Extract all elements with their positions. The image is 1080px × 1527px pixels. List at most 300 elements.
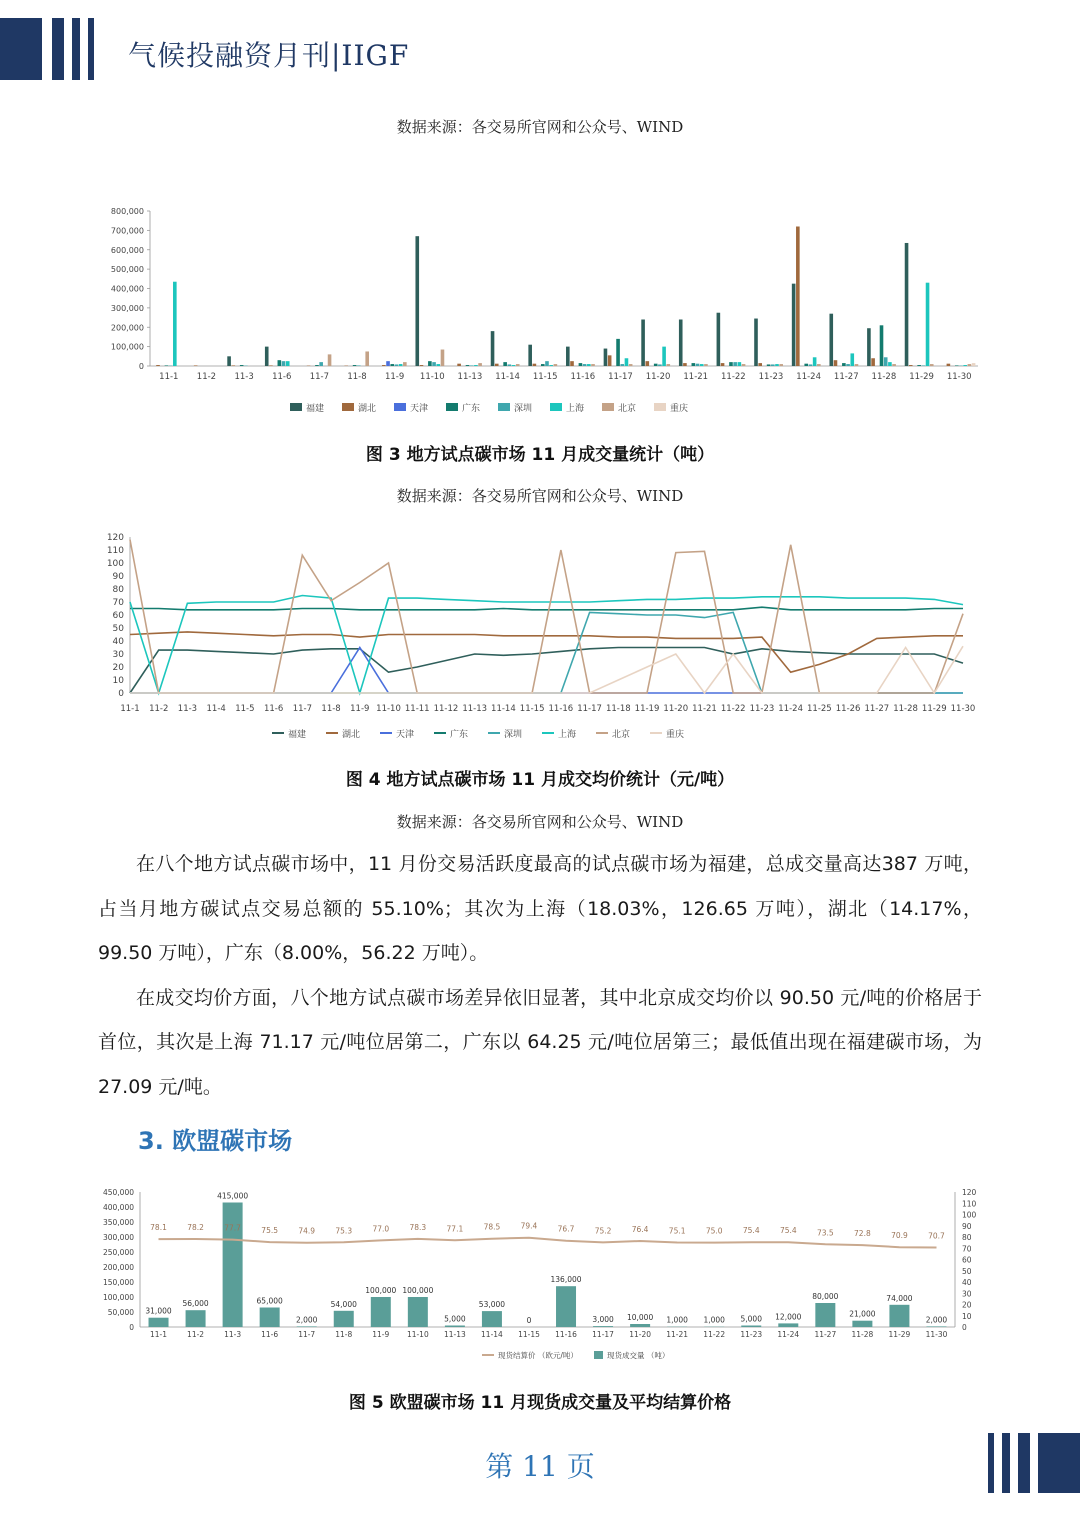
x-tick-label: 11-10 [376,704,401,714]
figure5-chart [0,1180,1080,1370]
y-right-tick-label: 100 [962,1210,977,1220]
y-tick-label: 120 [106,533,124,543]
volume-label: 10,000 [626,1313,654,1322]
header-decoration-bars [0,18,100,80]
bar-湖北 [871,358,875,366]
bar-深圳 [922,365,926,366]
bar-湖北 [194,365,198,366]
x-tick-label: 11-22 [720,704,746,714]
y-tick-label: 80 [112,585,124,595]
volume-label: 136,000 [550,1275,582,1285]
bar-北京 [629,364,633,366]
x-tick-label: 11-26 [835,704,861,714]
legend-label: 深圳 [514,404,533,414]
x-tick-label: 11-24 [778,704,804,714]
bar-福建 [415,236,419,366]
bar-深圳 [696,364,700,366]
bar-上海 [813,357,817,366]
legend-label: 广东 [450,730,469,740]
y-left-tick-label: 200,000 [102,1263,134,1272]
y-tick-label: 10 [112,676,124,686]
y-right-tick-label: 70 [962,1244,972,1254]
bar-湖北 [758,363,762,366]
price-label: 77.1 [446,1224,464,1234]
price-label: 72.8 [854,1229,871,1239]
price-label: 75.3 [335,1226,353,1236]
bar-上海 [587,364,591,366]
volume-label: 74,000 [886,1293,913,1303]
y-left-tick-label: 150,000 [102,1278,134,1287]
source-note-3: 数据来源：各交易所官网和公众号、WIND [396,813,684,831]
y-right-tick-label: 120 [962,1188,977,1197]
x-tick-label: 11-3 [234,372,254,382]
x-tick-label: 11-29 [921,704,947,714]
volume-bar [741,1326,761,1328]
x-tick-label: 11-29 [909,372,934,382]
bar-广东 [880,325,884,366]
bar-湖北 [533,364,537,366]
body-text [98,842,982,1109]
x-tick-label: 11-8 [335,1330,353,1339]
volume-bar [408,1297,428,1327]
volume-label: 5,000 [444,1314,466,1324]
bar-福建 [227,356,231,366]
volume-label: 415,000 [217,1191,249,1201]
x-tick-label: 11-16 [555,1330,577,1339]
volume-bar [815,1303,835,1327]
price-label: 78.3 [409,1222,427,1232]
bar-北京 [892,364,896,366]
price-label: 70.9 [891,1231,908,1241]
y-tick-label: 110 [106,546,124,556]
y-right-tick-label: 30 [962,1289,972,1299]
volume-label: 65,000 [256,1296,283,1306]
bar-深圳 [658,364,662,366]
bar-天津 [386,361,390,366]
x-tick-label: 11-13 [462,704,488,714]
bar-上海 [173,282,177,366]
x-tick-label: 11-24 [796,372,821,382]
legend-swatch [654,403,666,411]
x-tick-label: 11-11 [404,704,430,714]
y-tick-label: 20 [112,663,124,673]
volume-label: 100,000 [365,1286,397,1295]
bar-福建 [604,349,608,366]
price-label: 77.7 [224,1223,241,1233]
bar-福建 [566,347,570,366]
legend-swatch [446,403,458,411]
x-tick-label: 11-23 [758,372,784,382]
x-tick-label: 11-30 [950,704,976,714]
x-tick-label: 11-13 [443,1330,466,1339]
bar-北京 [779,364,783,366]
legend-label: 天津 [396,730,415,740]
legend-label: 重庆 [666,730,685,740]
x-tick-label: 11-8 [321,704,341,714]
volume-label: 12,000 [775,1312,802,1322]
bar-北京 [516,364,520,366]
price-label: 76.7 [557,1224,575,1234]
bar-深圳 [282,361,286,366]
x-tick-label: 11-6 [272,372,292,382]
figure4-chart [0,528,1080,748]
bar-湖北 [495,364,499,366]
legend-label: 现货结算价 （欧元/吨） [498,1351,578,1360]
bar-广东 [955,365,959,366]
bar-北京 [441,350,445,366]
bar-广东 [466,365,470,366]
source-note-1: 数据来源：各交易所官网和公众号、WIND [396,118,684,136]
x-tick-label: 11-15 [532,372,558,382]
bar-福建 [679,320,683,367]
x-tick-label: 11-21 [692,704,717,714]
bar-北京 [666,364,670,366]
bar-广东 [541,364,545,366]
volume-label: 54,000 [330,1299,357,1309]
x-tick-label: 11-23 [740,1330,763,1339]
x-tick-label: 11-19 [634,704,660,714]
bar-北京 [968,364,972,366]
x-tick-label: 11-22 [703,1330,726,1339]
legend-label: 深圳 [504,730,523,740]
x-tick-label: 11-15 [519,704,545,714]
bar-深圳 [771,364,775,366]
bar-湖北 [796,227,800,367]
y-right-tick-label: 0 [962,1323,967,1332]
bar-广东 [692,363,696,366]
price-label: 77.0 [372,1224,390,1234]
bar-福建 [829,314,833,366]
price-label: 75.1 [668,1226,686,1236]
bar-上海 [963,365,967,366]
bar-广东 [503,362,507,366]
bar-深圳 [620,364,624,366]
bar-福建 [717,313,721,366]
bar-湖北 [382,365,386,366]
bar-广东 [315,365,319,366]
x-tick-label: 11-2 [196,372,217,382]
bar-上海 [625,358,629,366]
volume-bar [334,1311,354,1327]
bar-福建 [491,331,495,366]
bar-湖北 [420,365,424,366]
bar-上海 [926,283,930,366]
y-tick-label: 500,000 [110,265,144,275]
x-tick-label: 11-22 [721,372,746,382]
bar-上海 [474,365,478,366]
x-tick-label: 11-30 [946,372,972,382]
bar-广东 [428,361,432,366]
bar-上海 [436,364,440,366]
volume-label: 0 [526,1316,532,1325]
bar-北京 [855,364,859,366]
bar-北京 [930,364,934,366]
legend-label: 上海 [558,730,577,740]
legend-swatch [498,403,510,411]
y-tick-label: 100,000 [110,342,144,352]
x-tick-label: 11-16 [548,704,574,714]
legend-label: 福建 [306,404,325,414]
x-tick-label: 11-5 [235,704,255,714]
bar-深圳 [508,364,512,366]
volume-bar [186,1310,206,1327]
bar-广东 [767,364,771,366]
volume-bar [556,1286,576,1327]
x-tick-label: 11-2 [187,1330,205,1339]
x-tick-label: 11-14 [495,372,520,382]
bar-深圳 [545,361,549,366]
bar-福建 [641,320,645,367]
x-tick-label: 11-9 [350,704,370,714]
bar-湖北 [834,360,838,366]
footer-decoration-bars [988,1433,1080,1493]
y-left-tick-label: 100,000 [102,1293,134,1302]
bar-深圳 [884,357,888,366]
legend-label: 福建 [288,730,307,740]
bar-深圳 [357,365,361,366]
price-label: 75.2 [594,1226,612,1236]
x-tick-label: 11-20 [629,1330,652,1339]
y-right-tick-label: 90 [962,1221,972,1231]
x-tick-label: 11-17 [592,1330,614,1339]
y-tick-label: 300,000 [110,303,144,313]
x-tick-label: 11-21 [666,1330,689,1339]
bar-福建 [528,345,532,366]
bar-上海 [738,362,742,366]
x-tick-label: 11-14 [481,1330,503,1339]
y-right-tick-label: 40 [962,1278,972,1287]
line-福建 [130,648,963,694]
x-tick-label: 11-1 [120,704,140,714]
bar-北京 [403,362,407,366]
bar-湖北 [457,364,461,366]
bar-湖北 [231,365,235,366]
x-tick-label: 11-7 [292,704,312,714]
y-left-tick-label: 250,000 [102,1248,134,1257]
y-left-tick-label: 50,000 [107,1308,134,1317]
figure3-caption: 图 3 地方试点碳市场 11 月成交量统计（吨） [365,445,715,465]
legend-label: 湖北 [358,404,377,414]
bar-北京 [365,351,369,366]
y-tick-label: 50 [112,624,124,634]
bar-北京 [328,354,332,366]
bar-北京 [478,363,482,366]
legend-label: 北京 [618,404,637,414]
bar-广东 [842,363,846,366]
bar-广东 [654,364,658,366]
legend-label: 天津 [410,404,429,414]
legend-swatch [290,403,302,411]
bar-福建 [867,328,871,366]
y-tick-label: 700,000 [110,226,144,236]
volume-label: 2,000 [925,1315,948,1325]
y-right-tick-label: 10 [962,1311,972,1321]
x-tick-label: 11-13 [457,372,483,382]
x-tick-label: 11-16 [570,372,596,382]
paragraph-1: 在八个地方试点碳市场中，11 月份交易活跃度最高的试点碳市场为福建，总成交量高达387 万吨，占当月地方碳试点交易总额的 55.10%；其次为上海（18.03%，126.65 万吨），湖北（14.17%，99.50 万吨），广东（8.00%，56.22 万吨）。 [98,853,982,964]
price-label: 70.7 [928,1231,945,1241]
legend-label: 北京 [612,730,631,740]
x-tick-label: 11-9 [372,1330,390,1339]
price-label: 78.2 [187,1223,204,1233]
y-tick-label: 800,000 [110,207,144,216]
figure4-caption: 图 4 地方试点碳市场 11 月成交均价统计（元/吨） [345,770,735,790]
bar-福建 [265,347,269,366]
x-tick-label: 11-17 [577,704,602,714]
y-right-tick-label: 20 [962,1300,972,1310]
x-tick-label: 11-15 [518,1330,540,1339]
x-tick-label: 11-21 [683,372,709,382]
volume-bar [778,1323,798,1327]
x-tick-label: 11-27 [864,704,890,714]
x-tick-label: 11-28 [871,372,897,382]
y-left-tick-label: 400,000 [102,1203,134,1212]
x-tick-label: 11-6 [261,1330,279,1339]
y-tick-label: 0 [138,362,144,371]
bar-上海 [700,364,704,366]
volume-bar [297,1326,317,1327]
y-left-tick-label: 450,000 [102,1188,134,1197]
x-tick-label: 11-1 [150,1330,168,1339]
bar-深圳 [809,364,813,366]
volume-bar [445,1326,465,1328]
x-tick-label: 11-7 [309,372,330,382]
legend-swatch [342,403,354,411]
bar-上海 [549,365,553,366]
bar-北京 [704,364,708,366]
volume-bar [926,1326,946,1327]
y-tick-label: 60 [112,611,124,621]
bar-广东 [390,364,394,366]
x-tick-label: 11-18 [605,704,631,714]
volume-label: 100,000 [402,1286,434,1295]
volume-bar [889,1305,909,1327]
bar-深圳 [733,362,737,366]
bar-上海 [775,364,779,366]
y-left-tick-label: 350,000 [102,1218,134,1227]
bar-上海 [888,362,892,366]
y-right-tick-label: 110 [962,1199,977,1209]
x-tick-label: 11-7 [298,1330,316,1339]
bar-上海 [850,353,854,366]
bar-广东 [729,362,733,366]
x-tick-label: 11-4 [206,704,226,714]
volume-bar [482,1311,502,1327]
price-label: 74.9 [298,1226,316,1236]
volume-bar [630,1324,650,1327]
y-tick-label: 600,000 [110,245,144,255]
bar-湖北 [570,361,574,366]
y-right-tick-label: 50 [962,1266,972,1276]
price-label: 78.5 [483,1222,501,1232]
bar-广东 [165,365,169,366]
x-tick-label: 11-8 [347,372,367,382]
volume-bar [223,1203,243,1328]
bar-湖北 [156,365,160,366]
bar-深圳 [583,364,587,366]
legend-label: 广东 [462,404,481,414]
bar-上海 [399,364,403,366]
x-tick-label: 11-9 [384,372,405,382]
figure3-chart [0,200,1080,425]
y-tick-label: 400,000 [110,284,144,294]
legend-label: 上海 [566,404,585,414]
x-tick-label: 11-3 [177,704,198,714]
bar-湖北 [909,365,913,366]
price-label: 73.5 [816,1228,834,1238]
bar-湖北 [683,363,687,366]
x-tick-label: 11-24 [777,1330,800,1339]
bar-湖北 [721,363,725,366]
source-note-2: 数据来源：各交易所官网和公众号、WIND [396,487,684,505]
x-tick-label: 11-14 [491,704,516,714]
legend-swatch [602,403,614,411]
volume-bar [371,1297,391,1327]
bar-北京 [591,364,595,366]
x-tick-label: 11-17 [608,372,633,382]
x-tick-label: 11-28 [851,1330,874,1339]
x-tick-label: 11-1 [159,372,179,382]
x-tick-label: 11-27 [814,1330,837,1339]
x-tick-label: 11-25 [807,704,832,714]
x-tick-label: 11-10 [406,1330,429,1339]
x-tick-label: 11-6 [263,704,284,714]
legend-label: 重庆 [670,404,689,414]
volume-label: 53,000 [478,1300,506,1310]
x-tick-label: 11-2 [149,704,169,714]
paragraph-2: 在成交均价方面，八个地方试点碳市场差异依旧显著，其中北京成交均价以 90.50 元/吨的价格居于首位，其次是上海 71.17 元/吨位居第二，广东以 64.25 元/吨位居第三；最低值出现在福建碳市场，为 27.09 元/吨。 [98,986,982,1098]
price-label: 75.5 [261,1226,279,1236]
bar-广东 [240,365,244,366]
bar-上海 [286,361,290,366]
price-line [159,1238,937,1248]
volume-label: 80,000 [812,1292,839,1301]
volume-bar [260,1308,280,1328]
y-right-tick-label: 60 [962,1255,972,1265]
bar-深圳 [432,362,436,366]
y-tick-label: 40 [112,637,124,647]
y-left-tick-label: 300,000 [102,1233,134,1242]
y-tick-label: 200,000 [110,323,144,333]
y-tick-label: 70 [112,598,124,608]
legend-swatch [550,403,562,411]
page-number: 第 11 页 [485,1450,595,1483]
bar-湖北 [269,365,273,366]
x-tick-label: 11-10 [419,372,445,382]
bar-北京 [742,364,746,366]
volume-label: 31,000 [145,1306,172,1316]
legend-swatch [394,403,406,411]
bar-深圳 [319,362,323,366]
price-label: 76.4 [631,1225,649,1235]
bar-湖北 [608,355,612,366]
y-tick-label: 30 [112,650,124,660]
volume-label: 21,000 [849,1309,876,1319]
bar-上海 [662,347,666,366]
bar-重庆 [972,363,976,366]
volume-bar [593,1326,613,1327]
bar-福建 [754,319,758,366]
bar-上海 [512,365,516,366]
volume-label: 3,000 [592,1315,614,1325]
bar-湖北 [947,364,951,366]
line-北京 [130,540,963,693]
x-tick-label: 11-3 [224,1330,242,1339]
price-label: 78.1 [150,1223,167,1233]
figure5-caption: 图 5 欧盟碳市场 11 月现货成交量及平均结算价格 [348,1393,732,1413]
volume-label: 1,000 [703,1315,725,1325]
bar-广东 [616,339,620,366]
